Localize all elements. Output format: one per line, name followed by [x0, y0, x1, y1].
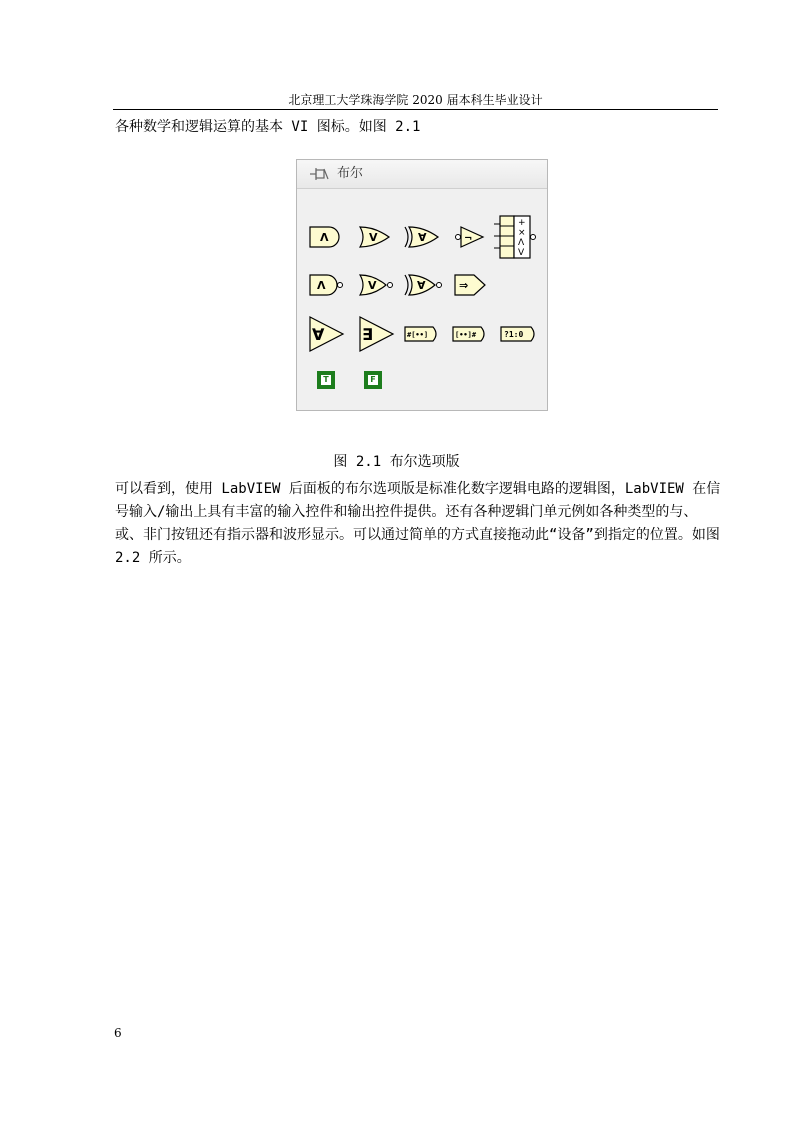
- not-gate-icon[interactable]: [454, 226, 486, 248]
- palette-title: 布尔: [337, 166, 364, 181]
- svg-text:V: V: [368, 279, 377, 292]
- xor-gate-icon[interactable]: [404, 226, 442, 248]
- boolean-array-to-number-icon[interactable]: [452, 326, 488, 342]
- number-to-boolean-array-icon[interactable]: [404, 326, 440, 342]
- svg-text:V: V: [369, 231, 378, 244]
- svg-text:Λ: Λ: [317, 279, 326, 292]
- svg-text:∃: ∃: [362, 325, 373, 344]
- implies-gate-icon[interactable]: [454, 274, 488, 296]
- false-constant-label: F: [368, 375, 378, 385]
- svg-text:#[••]: #[••]: [407, 331, 429, 339]
- svg-text:×: ×: [518, 228, 526, 238]
- or-gate-icon[interactable]: [359, 226, 393, 248]
- nor-gate-icon[interactable]: [359, 274, 395, 296]
- body-paragraph: 可以看到，使用 LabVIEW 后面板的布尔选项版是标准化数字逻辑电路的逻辑图，LabVIEW 在信号输入/输出上具有丰富的输入控件和输出控件提供。还有各种逻辑门单元例如各种类型的与、或、非门按钮还有指示器和波形显示。可以通过简单的方式直接拖动此“设备”到指定的位置。如图 2.2 所示。: [115, 481, 721, 566]
- intro-paragraph: 各种数学和逻辑运算的基本 VI 图标。如图 2.1: [115, 119, 421, 135]
- svg-text:?1:0: ?1:0: [504, 330, 524, 339]
- boolean-palette: [296, 159, 548, 411]
- svg-text:¬: ¬: [464, 233, 473, 244]
- xnor-gate-icon[interactable]: [404, 274, 444, 296]
- true-constant-label: T: [321, 375, 331, 385]
- page-header: 北京理工大学珠海学院 2020 届本科生毕业设计: [113, 92, 718, 110]
- pin-icon[interactable]: [309, 167, 329, 181]
- svg-text:∀: ∀: [312, 325, 325, 344]
- false-constant-icon[interactable]: [364, 371, 382, 389]
- svg-text:∀: ∀: [418, 231, 427, 244]
- svg-text:+: +: [518, 218, 526, 228]
- or-array-elements-icon[interactable]: [359, 316, 395, 352]
- svg-text:⇒: ⇒: [459, 279, 469, 292]
- true-constant-icon[interactable]: [317, 371, 335, 389]
- page-number: 6: [114, 1026, 122, 1040]
- nand-gate-icon[interactable]: [309, 274, 345, 296]
- palette-title-bar: [297, 160, 547, 189]
- svg-text:[••]#: [••]#: [455, 331, 477, 339]
- boolean-to-0-1-icon[interactable]: [500, 326, 538, 342]
- and-array-elements-icon[interactable]: [309, 316, 345, 352]
- and-gate-icon[interactable]: [309, 226, 343, 248]
- svg-text:Λ: Λ: [320, 231, 329, 244]
- svg-text:Λ: Λ: [518, 238, 525, 248]
- svg-text:∀: ∀: [417, 279, 426, 292]
- svg-text:V: V: [518, 248, 525, 258]
- figure-caption: 图 2.1 布尔选项版: [333, 454, 460, 470]
- compound-arithmetic-icon[interactable]: [493, 214, 539, 260]
